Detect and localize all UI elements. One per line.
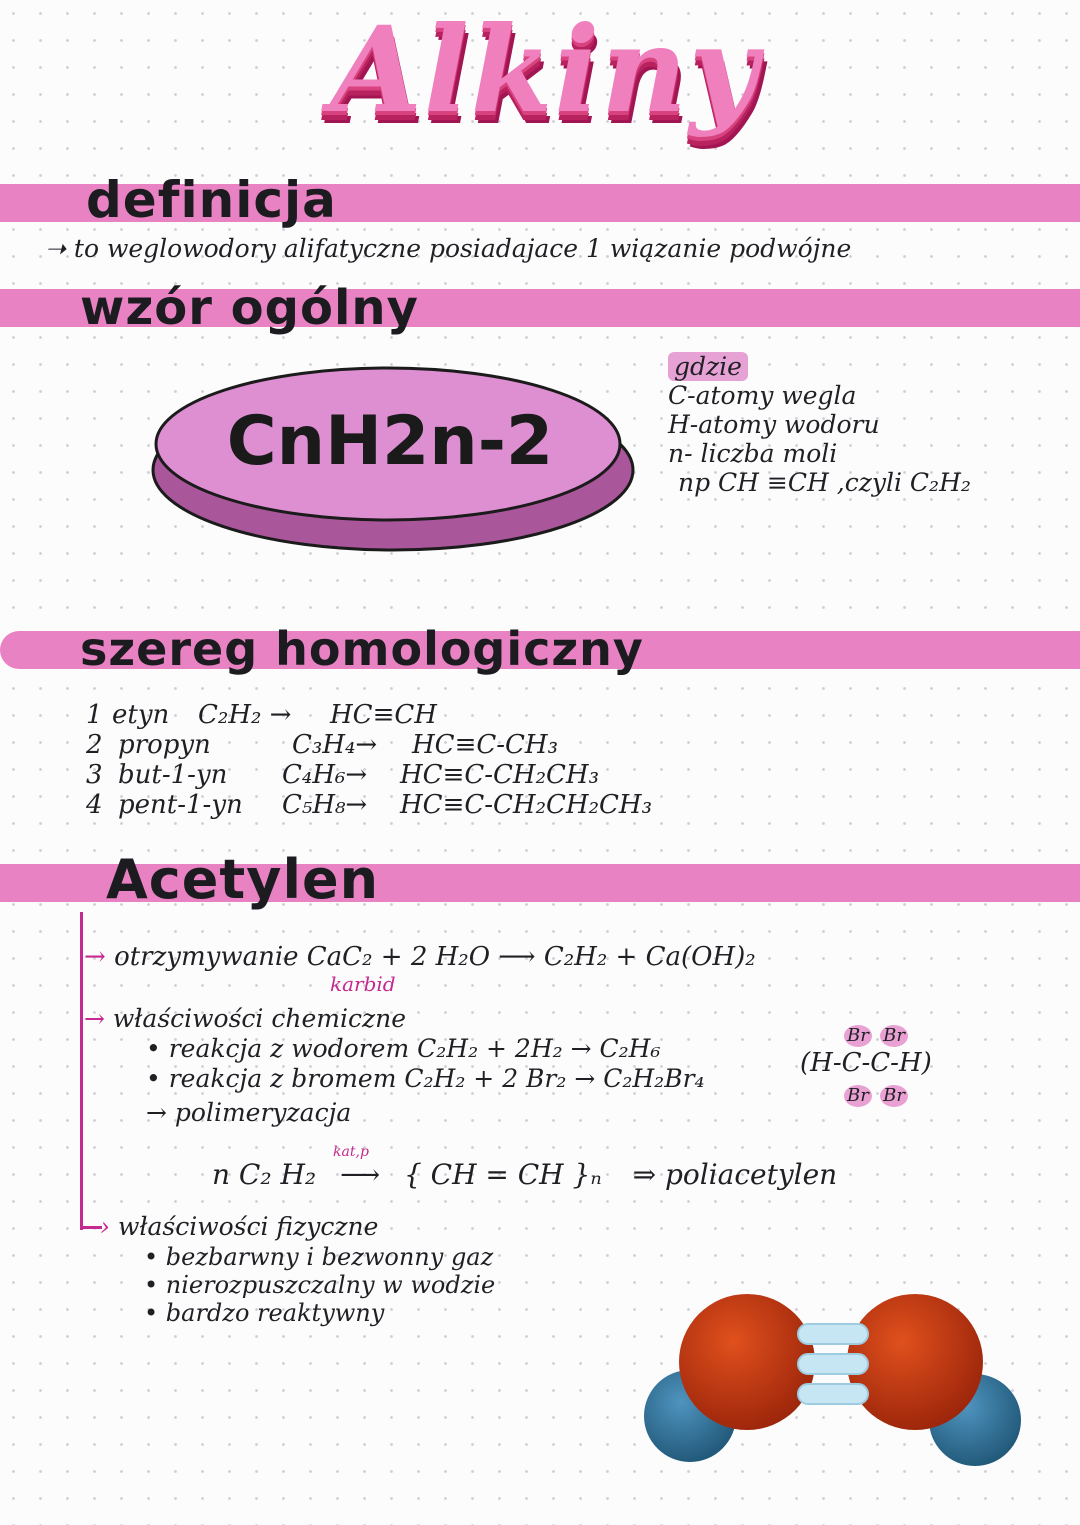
heading-szereg: szereg homologiczny — [80, 622, 644, 676]
branch-arrow-icon: › — [100, 1212, 110, 1241]
series-row-molecular: C₅H₈→ — [282, 790, 368, 820]
series-row-molecular: C₂H₂ → — [198, 700, 292, 730]
general-formula: CnH2n-2 — [226, 402, 554, 481]
series-row-name: pent-1-yn — [118, 790, 243, 820]
otrzymywanie-text: otrzymywanie CaC₂ + 2 H₂O ⟶ C₂H₂ + Ca(OH)₂ — [114, 942, 756, 972]
triple-bond-3 — [798, 1384, 868, 1404]
poly-left: n C₂ H₂ — [212, 1158, 317, 1191]
series-row — [86, 730, 706, 760]
series-row-structure: HC≡CH — [330, 700, 437, 730]
structure-top-row — [800, 1018, 960, 1048]
poly-condition: kat,p — [333, 1144, 369, 1160]
branch-line — [80, 912, 83, 1230]
page-title: Alkiny — [330, 0, 760, 139]
legend-c: C-atomy wegla — [668, 381, 857, 410]
karbid-label: karbid — [330, 972, 396, 996]
arrow-icon: ⟶ — [339, 1158, 381, 1191]
series-row-structure: HC≡C-CH₃ — [412, 730, 559, 760]
chem-item: • reakcja z bromem C₂H₂ + 2 Br₂ → C₂H₂Br₄ — [146, 1064, 705, 1093]
branch-arrow-icon: → — [84, 1004, 105, 1033]
definition-text-line — [45, 234, 851, 264]
series-row-num: 3 — [86, 760, 103, 790]
structure-middle-row: (H-C-C-H) — [800, 1048, 932, 1078]
formula-legend — [668, 352, 971, 497]
legend-example: np CH ≡CH ,czyli C₂H₂ — [678, 468, 971, 497]
chem-item: → polimeryzacja — [146, 1098, 352, 1127]
branch-corner — [80, 1226, 102, 1229]
chem-item: • reakcja z wodorem C₂H₂ + 2H₂ → C₂H₆ — [146, 1034, 661, 1063]
polymerization-equation — [212, 1144, 838, 1192]
poly-result: ⇒ poliacetylen — [632, 1158, 838, 1191]
series-row-molecular: C₃H₄→ — [292, 730, 378, 760]
poly-right: { CH = CH }ₙ — [403, 1158, 602, 1191]
phys-heading: właściwości fizyczne — [117, 1212, 379, 1241]
chem-heading-line — [84, 1004, 406, 1034]
legend-n: n- liczba moli — [668, 439, 838, 468]
chem-heading: właściwości chemiczne — [112, 1004, 407, 1033]
br-badge: Br — [844, 1085, 872, 1107]
heading-definicja: definicja — [86, 171, 337, 229]
structure-bottom-row — [800, 1078, 960, 1108]
definition-text: to weglowodory alifatyczne posiadajace 1 wiązanie podwójne — [73, 234, 852, 263]
series-row — [86, 790, 706, 820]
br-badge: Br — [880, 1085, 908, 1107]
poly-arrow — [325, 1144, 395, 1192]
series-row-num: 1 — [86, 700, 103, 730]
phys-heading-line — [100, 1212, 378, 1242]
heading-acetylen: Acetylen — [106, 848, 380, 911]
series-row-name: but-1-yn — [118, 760, 228, 790]
series-row-num: 2 — [86, 730, 103, 760]
phys-item: • bezbarwny i bezwonny gaz — [144, 1243, 494, 1271]
series-row — [86, 760, 706, 790]
series-row-num: 4 — [86, 790, 103, 820]
legend-h: H-atomy wodoru — [668, 410, 880, 439]
otrzymywanie-line — [84, 942, 756, 972]
phys-item: • nierozpuszczalny w wodzie — [144, 1271, 496, 1299]
bromine-structure — [800, 1018, 960, 1108]
acetylene-molecule-model — [640, 1280, 1030, 1480]
series-row-molecular: C₄H₆→ — [282, 760, 368, 790]
branch-arrow-icon: → — [84, 942, 106, 972]
carbon-atom-left — [679, 1294, 815, 1430]
series-row-structure: HC≡C-CH₂CH₂CH₃ — [400, 790, 653, 820]
series-row-name: propyn — [118, 730, 211, 760]
br-badge: Br — [844, 1025, 872, 1047]
homologous-series — [86, 700, 706, 820]
series-row-structure: HC≡C-CH₂CH₃ — [400, 760, 600, 790]
arrow-icon: ➝ — [45, 234, 66, 263]
series-row-name: etyn — [112, 700, 170, 730]
heading-wzor: wzór ogólny — [80, 280, 419, 336]
triple-bond-2 — [798, 1354, 868, 1374]
series-row — [86, 700, 706, 730]
legend-gdzie: gdzie — [668, 352, 748, 381]
phys-item: • bardzo reaktywny — [144, 1299, 385, 1327]
triple-bond-1 — [798, 1324, 868, 1344]
br-badge: Br — [880, 1025, 908, 1047]
